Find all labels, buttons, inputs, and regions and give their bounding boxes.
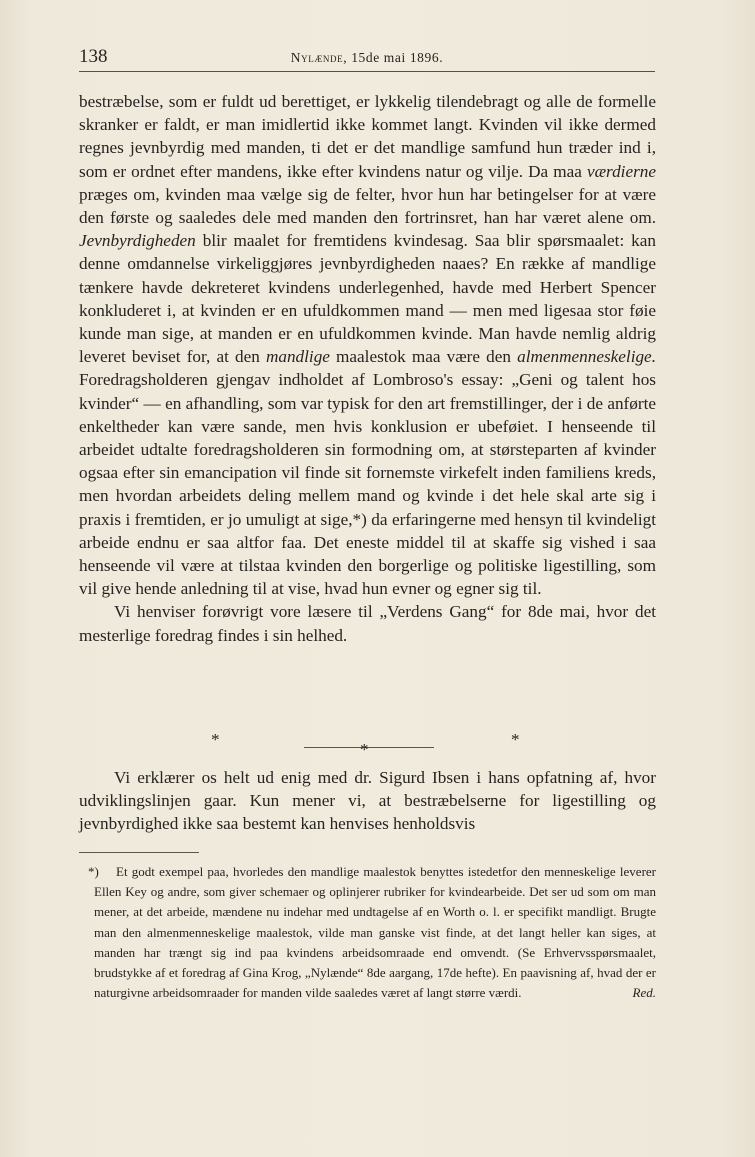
footnote-mark: *) bbox=[88, 864, 99, 879]
separator-star-left: * bbox=[211, 730, 220, 749]
emphasis-mandlige: mandlige bbox=[265, 347, 330, 367]
header-rule bbox=[79, 71, 655, 72]
section-2-paragraph-1: Vi erklærer os helt ud enig med dr. Sigurd Ibsen i hans opfatning af, hvor udviklingslinjen gaar. Kun mener vi, at bestræbelserne for ligestilling og jevnbyrdighed ikke saa bestemt kan henvises henholdsvis bbox=[79, 768, 656, 834]
second-section bbox=[79, 766, 656, 836]
separator-star-middle: * bbox=[360, 740, 369, 759]
emphasis-almenmenneskelige: almenmenneskelige. bbox=[517, 347, 656, 367]
paragraph-1-part-2: præges om, kvinden maa vælge sig de felter, hvor hun har betingelser for at være den første og saaledes dele med manden den fortrinsret, han har været alene om. bbox=[79, 184, 656, 228]
running-head bbox=[79, 50, 655, 66]
footnote-paragraph bbox=[88, 862, 656, 1003]
emphasis-jevnbyrdigheden: Jevnbyrdigheden bbox=[79, 231, 196, 251]
paragraph-1-part-4: maalestok maa være den bbox=[329, 347, 518, 367]
footnote-rule bbox=[79, 852, 199, 853]
paragraph-1-part-3: blir maalet for fremtidens kvindesag. Saa blir spørsmaalet: kan denne omdannelse virkeliggjøres jevnbyrdigheden naaes? En række af mandlige tænkere havde dekreteret kvindens underlegenhed, havde med Herbert Spencer konkluderet i, at kvinden er en ufuldkommen mand — men med ligesaa stor føie kunde man sige, at manden er en ufuldkommen kvinde. Man havde nemlig aldrig leveret beviset for, at den bbox=[79, 231, 656, 367]
paragraph-1-part-1: bestræbelse, som er fuldt ud berettiget, er lykkelig tilendebragt og alle de formelle skranker er faldt, er man imidlertid ikke kommet langt. Kvinden vil ikke dermed regnes jevnbyrdig med manden, ti det er det mandlige samfund hun træder ind i, som er ordnet efter mandens, ikke efter kvindens natur og vilje. Da maa bbox=[79, 92, 656, 181]
paragraph-1 bbox=[79, 90, 656, 600]
page-header bbox=[79, 44, 655, 72]
separator-line bbox=[304, 747, 434, 748]
issue-date: 15de mai 1896. bbox=[351, 50, 444, 65]
paragraph-1-part-5: Foredragsholderen gjengav indholdet af Lombroso's essay: „Geni og talent hos kvinder“ — en afhandling, som var typisk for den art fremstillinger, der i de anførte enkeltheder kan være sande, men hvis konklusion er ubeføiet. I henseende til arbeidet udtalte foredragsholderen sin formodning om, at størsteparten af kvinder ogsaa efter sin emancipation vil finde sit fornemste virkefelt inden familiens kreds, men hvordan arbeidets deling mellem mand og kvinde i det hele skal arte sig i praxis i fremtiden, er jo umuligt at sige,*) da erfaringerne med hensyn til kvindeligt arbeide endnu er saa altfor faa. Det eneste middel til at skaffe sig vished i saa henseende vil være at tilstaa kvinden den borgerlige og politiske ligestilling, som vil give hende anledning til at vise, hvad hun evner og egner sig til. bbox=[79, 370, 656, 599]
emphasis-vaerdierne: værdierne bbox=[586, 161, 656, 181]
footnote-signature: Red. bbox=[632, 985, 656, 1001]
footnote bbox=[88, 862, 656, 1003]
separator-star-right: * bbox=[511, 730, 520, 749]
main-text bbox=[79, 90, 656, 647]
paragraph-2: Vi henviser forøvrigt vore læsere til „Verdens Gang“ for 8de mai, hvor det mesterlige foredrag findes i sin helhed. bbox=[79, 602, 656, 645]
section-separator bbox=[79, 730, 656, 760]
footnote-text: Et godt exempel paa, hvorledes den mandlige maalestok benyttes istedetfor den menneskelige leverer Ellen Key og andre, som giver schemaer og oplinjerer rubriker for kvindearbeide. Det ser ud som om man mener, at det arbeide, mændene nu indehar med undtagelse af en Worth o. l. er specifikt mandligt. Brugte man den almenmenneskelige maalestok, vilde man ganske vist finde, at det langt heller kan siges, at manden har trængt sig ind paa kvindens arbeidsomraade end omvendt. (Se Erhvervsspørsmaalet, brudstykke af et foredrag af Gina Krog, „Nylænde“ 8de aargang, 17de hefte). En paavisning af, hvad der er naturgivne arbeidsomraader for manden vilde saaledes været af langt større værdi. bbox=[94, 864, 656, 1001]
journal-name: Nylænde, bbox=[290, 50, 348, 65]
page-number: 138 bbox=[79, 46, 108, 67]
